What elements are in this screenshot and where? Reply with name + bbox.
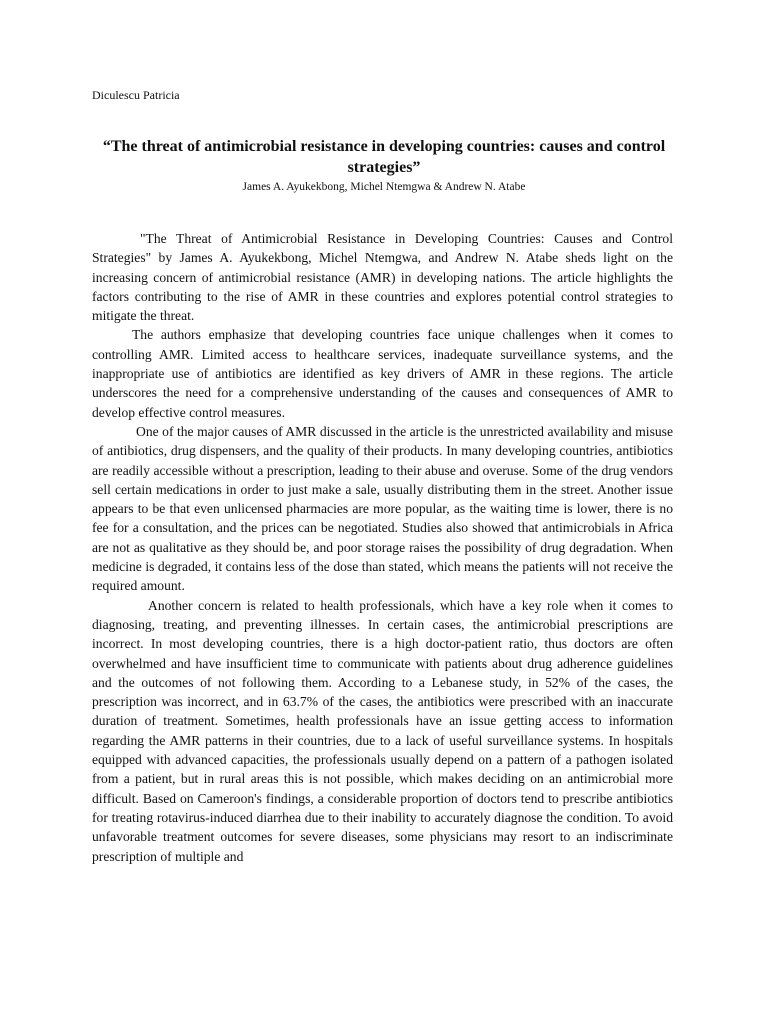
paragraph-4: Another concern is related to health professionals, which have a key role when it comes to diagnosing, treating, and preventing illnesses. In certain cases, the antimicrobial prescriptions are incorrect. In most developing countries, there is a high doctor-patient ratio, thus doctors are often overwhelmed and have insufficient time to communicate with patients about drug adherence guidelines and the outcomes of not following them. According to a Lebanese study, in 52% of the cases, the prescription was incorrect, and in 63.7% of the cases, the antibiotics were prescribed with an inaccurate duration of treatment. Sometimes, health professionals have an issue getting access to information regarding the AMR patterns in their countries, due to a lack of useful surveillance systems. In hospitals equipped with advanced capacities, the professionals usually depend on a pattern of a pathogen isolated from a patient, but in rural areas this is not possible, which makes deciding on an antimicrobial more difficult. Based on Cameroon's findings, a considerable proportion of doctors tend to prescribe antibiotics for treating rotavirus-induced diarrhea due to their inability to accurately diagnose the condition. To avoid unfavorable treatment outcomes for severe diseases, some physicians may resort to an indiscriminate prescription of multiple and [92, 597, 673, 864]
article-authors: James A. Ayukekbong, Michel Ntemgwa & Andrew N. Atabe [242, 181, 526, 193]
paragraph-1: "The Threat of Antimicrobial Resistance in Developing Countries: Causes and Control Strategies" by James A. Ayukekbong, Michel Ntemgwa, and Andrew N. Atabe sheds light on the increasing concern of antimicrobial resistance (AMR) in developing nations. The article highlights the factors contributing to the rise of AMR in these countries and explores potential control strategies to mitigate the threat. [92, 231, 673, 324]
student-name: Diculescu Patricia [92, 88, 180, 102]
paragraph-2: The authors emphasize that developing countries face unique challenges when it comes to controlling AMR. Limited access to healthcare services, inadequate surveillance systems, and the inappropriate use of antibiotics are identified as key drivers of AMR in these regions. The article underscores the need for a comprehensive understanding of the causes and consequences of AMR to develop effective control measures. [92, 327, 673, 420]
paragraph-3: One of the major causes of AMR discussed in the article is the unrestricted availability and misuse of antibiotics, drug dispensers, and the quality of their products. In many developing countries, antibiotics are readily accessible without a prescription, leading to their abuse and overuse. Some of the drug vendors sell certain medications in order to just make a sale, usually distributing them in the street. Another issue appears to be that even unlicensed pharmacies are more popular, as the waiting time is lower, there is no fee for a consultation, and the prices can be negotiated. Studies also showed that antimicrobials in Africa are not as qualitative as they should be, and poor storage raises the possibility of drug degradation. When medicine is degraded, it contains less of the dose than stated, which means the patients will not receive the required amount. [92, 423, 673, 594]
article-title: “The threat of antimicrobial resistance in developing countries: causes and control strategies” [102, 138, 666, 176]
document-body [92, 229, 673, 866]
